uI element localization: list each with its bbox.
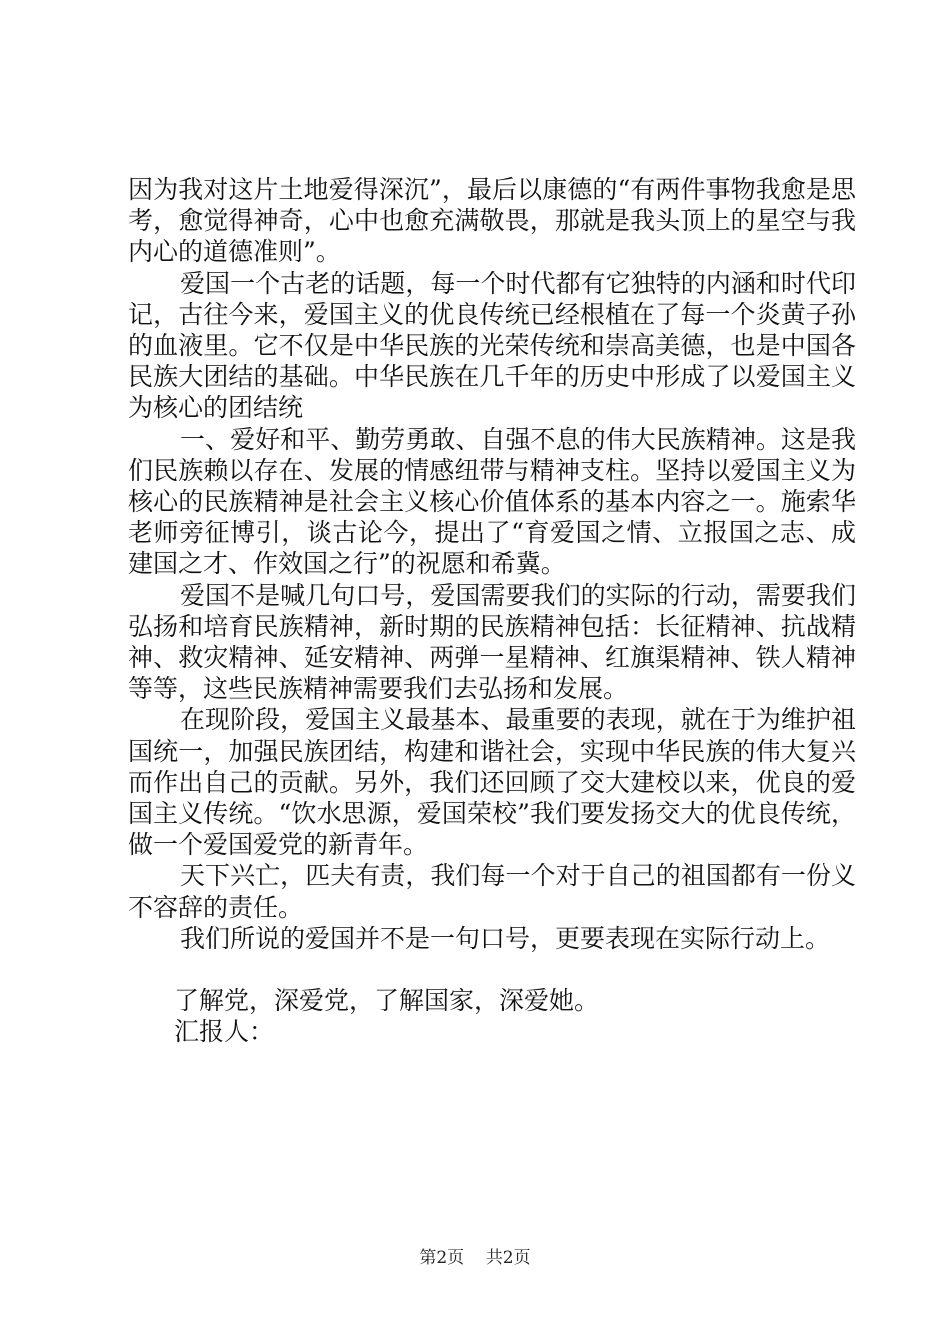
page-total: 共2页 <box>485 1248 531 1268</box>
paragraph-4: 爱国不是喊几句口号，爱国需要我们的实际的行动，需要我们弘扬和培育民族精神，新时期的民族精神包括：长征精神、抗战精神、救灾精神、延安精神、两弹一星精神、红旗渠精神、铁人精神等等，这些民族精神需要我们去弘扬和发展。 <box>128 580 856 704</box>
paragraph-3: 一、爱好和平、勤劳勇敢、自强不息的伟大民族精神。这是我们民族赖以存在、发展的情感纽带与精神支柱。坚持以爱国主义为核心的民族精神是社会主义核心价值体系的基本内容之一。施索华老师旁征博引，谈古论今，提出了“育爱国之情、立报国之志、成建国之才、作效国之行”的祝愿和希冀。 <box>128 424 856 579</box>
paragraph-6: 天下兴亡，匹夫有责，我们每一个对于自己的祖国都有一份义不容辞的责任。 <box>128 861 856 922</box>
closing-statement: 了解党，深爱党，了解国家，深爱她。 <box>174 986 600 1016</box>
paragraph-7: 我们所说的爱国并不是一句口号，更要表现在实际行动上。 <box>180 923 831 953</box>
document-body <box>128 174 856 1047</box>
reporter-label: 汇报人： <box>174 1017 275 1047</box>
page-number: 第2页 <box>419 1248 465 1268</box>
paragraph-2: 爱国一个古老的话题，每一个时代都有它独特的内涵和时代印记，古往今来，爱国主义的优良传统已经根植在了每一个炎黄子孙的血液里。它不仅是中华民族的光荣传统和崇高美德，也是中国各民族大团结的基础。中华民族在几千年的历史中形成了以爱国主义为核心的团结统 <box>128 268 856 423</box>
paragraph-5: 在现阶段，爱国主义最基本、最重要的表现，就在于为维护祖国统一，加强民族团结，构建和谐社会，实现中华民族的伟大复兴而作出自己的贡献。另外，我们还回顾了交大建校以来，优良的爱国主义传统。“饮水思源，爱国荣校”我们要发扬交大的优良传统，做一个爱国爱党的新青年。 <box>128 705 856 860</box>
page-footer <box>0 1243 950 1268</box>
paragraph-1: 因为我对这片土地爱得深沉”，最后以康德的“有两件事物我愈是思考，愈觉得神奇，心中也愈充满敬畏，那就是我头顶上的星空与我内心的道德准则”。 <box>128 175 856 267</box>
